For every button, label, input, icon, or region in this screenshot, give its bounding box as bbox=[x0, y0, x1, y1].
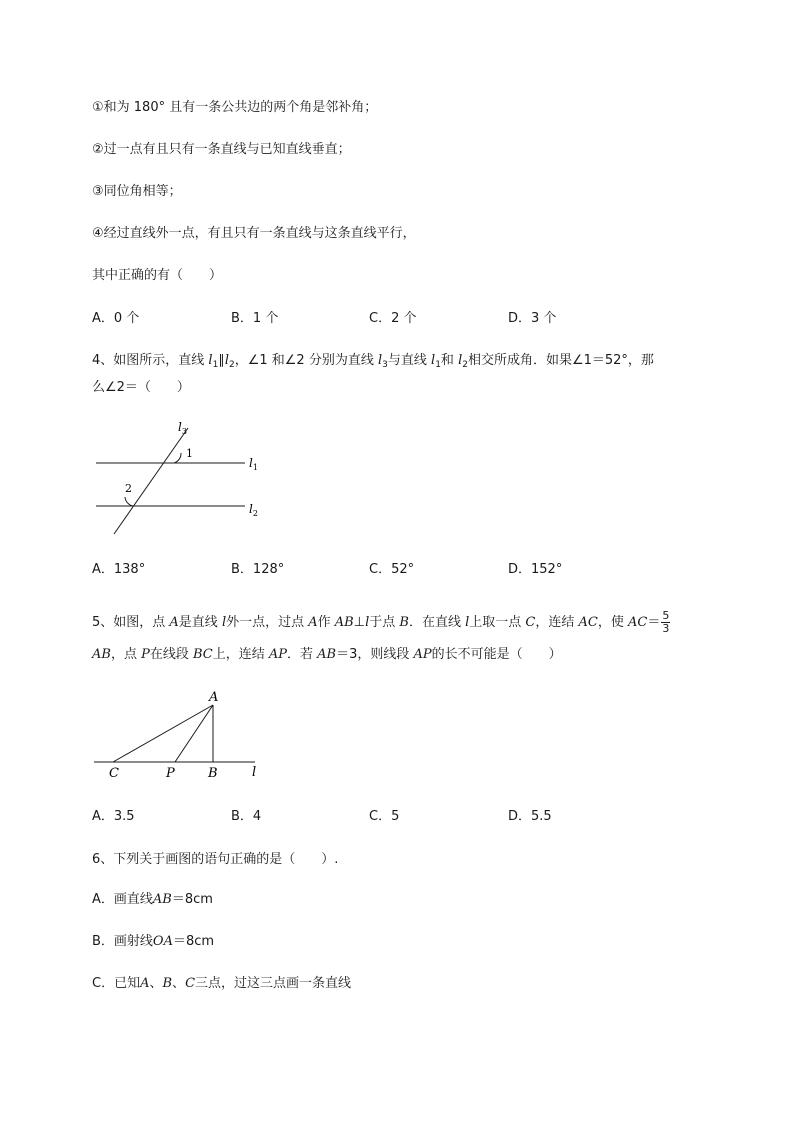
q4-label-l3: $l_3$ bbox=[178, 420, 187, 436]
q4-option-a: A．138° bbox=[92, 562, 146, 577]
q5-label-p: P bbox=[166, 766, 175, 781]
q5-stem-line-1: 5、如图，点 A是直线 l外一点，过点 A作 AB⊥l于点 B．在直线 l上取一点 C，连结 AC，使 AC＝ $\frac{5}{3}$ bbox=[92, 609, 670, 635]
q6-option-b: B．画射线OA＝8cm bbox=[92, 934, 215, 949]
q4-stem-line-1: 4、如图所示，直线 $l_1\parallel l_2$，∠1 和∠2 分别为直线 $l_3$与直线 $l_1$和 $l_2$相交所成角．如果∠1＝52°，那 bbox=[92, 353, 654, 370]
q4-label-l1: $l_1$ bbox=[249, 456, 258, 472]
q4-label-l2: $l_2$ bbox=[249, 502, 258, 518]
q3-option-b: B．1 个 bbox=[231, 311, 279, 326]
q6-option-a: A．画直线AB＝8cm bbox=[92, 892, 213, 907]
q3-statement-1: ①和为 180° 且有一条公共边的两个角是邻补角； bbox=[92, 100, 378, 115]
q5-segment-ac bbox=[113, 705, 213, 762]
q6-option-c: C．已知A、B、C三点，过这三点画一条直线 bbox=[92, 976, 352, 991]
q4-label-angle1: 1 bbox=[186, 447, 193, 460]
q3-option-c: C．2 个 bbox=[369, 311, 417, 326]
q4-line-l3 bbox=[114, 428, 188, 534]
q5-label-b: B bbox=[208, 766, 218, 781]
q5-option-c: C．5 bbox=[369, 809, 400, 824]
q4-option-c: C．52° bbox=[369, 562, 415, 577]
q5-option-d: D．5.5 bbox=[508, 809, 552, 824]
q5-option-a: A．3.5 bbox=[92, 809, 135, 824]
q5-option-b: B．4 bbox=[231, 809, 262, 824]
q3-question: 其中正确的有（ ） bbox=[92, 268, 223, 283]
q5-segment-ap bbox=[175, 705, 213, 762]
q5-label-c: C bbox=[109, 766, 119, 781]
q4-label-angle2: 2 bbox=[125, 482, 132, 495]
q5-label-a: A bbox=[209, 690, 219, 705]
q4-stem-line-2: 么∠2＝（ ） bbox=[92, 380, 190, 395]
q3-statement-4: ④经过直线外一点，有且只有一条直线与这条直线平行， bbox=[92, 226, 416, 241]
q3-statement-2: ②过一点有且只有一条直线与已知直线垂直； bbox=[92, 142, 351, 157]
q5-fraction: $\frac{5}{3}$ bbox=[662, 609, 670, 635]
q4-angle2-arc bbox=[125, 497, 133, 506]
q4-angle1-arc bbox=[174, 453, 181, 463]
q4-option-b: B．128° bbox=[231, 562, 285, 577]
q3-option-a: A．0 个 bbox=[92, 311, 140, 326]
q5-stem-line-2: AB，点 P在线段 BC上，连结 AP．若 AB＝3，则线段 AP的长不可能是（ ） bbox=[92, 647, 562, 662]
q3-option-d: D．3 个 bbox=[508, 311, 557, 326]
q4-option-d: D．152° bbox=[508, 562, 563, 577]
q5-label-l: l bbox=[252, 765, 257, 780]
q3-statement-3: ③同位角相等； bbox=[92, 184, 182, 199]
q6-question: 6、下列关于画图的语句正确的是（ ）. bbox=[92, 852, 339, 867]
